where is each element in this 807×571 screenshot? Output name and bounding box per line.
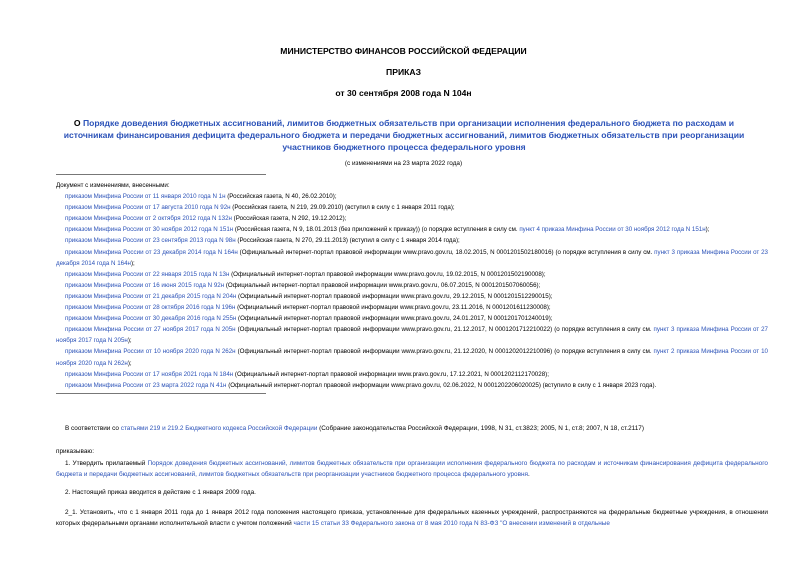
amendment-clause-link[interactable]: пункт 2 приказа Минфина России от 10 ноября 2020 года N 262н [56,348,768,367]
amendments-top-divider [56,174,266,175]
amendment-details-end: ); [130,259,135,267]
amendment-order-link[interactable]: приказом Минфина России от 17 августа 2010 года N 92н [65,204,231,212]
amendment-details: (Официальный интернет-портал правовой информации www.pravo.gov.ru, 21.12.2017, N 0001201712210022) (о порядке вступления в силу см. [235,326,654,334]
amendment-item [56,213,768,224]
date-number-heading: от 30 сентября 2008 года N 104н [335,88,472,98]
clause-1-prefix: 1. Утвердить прилагаемый [65,460,148,467]
amendment-details-end: ); [127,337,132,345]
amendment-details: (Российская газета, N 219, 29.09.2010) (вступил в силу с 1 января 2011 года); [230,204,455,212]
amendment-details: (Официальный интернет-портал правовой информации www.pravo.gov.ru, 24.01.2017, N 0001201701240019); [236,315,553,323]
amendments-intro: Документ с изменениями, внесенными: [56,182,170,189]
amendment-order-link[interactable]: приказом Минфина России от 23 сентября 2013 года N 98н [65,237,236,245]
federal-law-link[interactable]: части 15 статьи 33 Федерального закона от 8 мая 2010 года N 83-ФЗ "О внесении изменений в отдельные [293,519,610,527]
amendment-item [56,369,768,380]
amendments-block [56,180,768,391]
amendment-details: (Официальный интернет-портал правовой информации www.pravo.gov.ru, 17.12.2021, N 0001202112170028); [233,370,549,378]
amendment-details: (Официальный интернет-портал правовой информации www.pravo.gov.ru, 06.07.2015, N 0001201507060056); [224,281,541,289]
clause-1 [56,459,768,480]
amendment-order-link[interactable]: приказом Минфина России от 28 октября 2016 года N 196н [65,304,236,312]
amendment-item [56,224,768,235]
amendment-details: (Российская газета, N 292, 19.12.2012); [231,215,347,223]
amendment-item [56,380,768,391]
edition-note: (с изменениями на 23 марта 2022 года) [344,160,463,167]
amendment-item [56,291,768,302]
amendment-order-link[interactable]: приказом Минфина России от 30 декабря 2016 года N 255н [65,315,237,323]
amendment-clause-link[interactable]: пункт 3 приказа Минфина России от 27 ноября 2017 года N 205н [56,326,768,345]
amendment-item [56,302,768,313]
amendment-item [56,247,768,269]
clause-2-1 [56,508,768,529]
amendment-details: (Официальный интернет-портал правовой информации www.pravo.gov.ru, 29.12.2015, N 0001201512290015); [236,292,553,300]
amendment-details: (Официальный интернет-портал правовой информации www.pravo.gov.ru, 23.11.2016, N 0001201611230008); [235,304,551,312]
preamble-prefix: В соответствии со [65,425,121,432]
amendment-details: (Официальный интернет-портал правовой информации www.pravo.gov.ru, 02.06.2022, N 0001202206020025) (вступило в силу с 1 января 2023 года). [226,381,657,389]
amendment-order-link[interactable]: приказом Минфина России от 2 октября 2012 года N 132н [65,215,232,223]
clause-2-1-text: 2_1. Установить, что с 1 января 2011 года до 1 января 2012 года положения настоящего приказа, установленные для федеральных казенных учреждений, распространяются на федеральные бюджетные учреждения, в отношении которых федеральными органами исполнительной власти с учетом положений [56,509,768,527]
preamble-paragraph [56,424,768,435]
amendment-details: (Официальный интернет-портал правовой информации www.pravo.gov.ru, 19.02.2015, N 0001201502190008); [229,270,546,278]
amendment-details: (Официальный интернет-портал правовой информации www.pravo.gov.ru, 18.02.2015, N 0001201502180016) (о порядке вступления в силу см. [237,248,655,256]
amendment-order-link[interactable]: приказом Минфина России от 23 декабря 2014 года N 164н [65,248,238,256]
amendment-item [56,280,768,291]
amendment-order-link[interactable]: приказом Минфина России от 11 января 2010 года N 1н [65,193,226,201]
amendment-item [56,235,768,246]
title-link[interactable]: Порядке доведения бюджетных ассигнований, лимитов бюджетных обязательств при организации исполнения федерального бюджета по расходам и источникам финансирования дефицита федерального бюджета и передачи бюджетных ассигнований, лимитов бюджетных обязательств при реорганизации участников бюджетного процесса федерального уровня [63,118,745,152]
amendment-item [56,202,768,213]
amendment-order-link[interactable]: приказом Минфина России от 23 марта 2022 года N 41н [65,381,227,389]
procedure-link[interactable]: Порядок доведения бюджетных ассигнований, лимитов бюджетных обязательств при организации исполнения федерального бюджета по расходам и источникам финансирования дефицита федерального бюджета и передачи бюджетных ассигнований, лимитов бюджетных обязательств при реорганизации участников бюджетного процесса федерального уровня [56,460,768,478]
amendment-order-link[interactable]: приказом Минфина России от 16 июня 2015 года N 92н [65,281,225,289]
amendment-order-link[interactable]: приказом Минфина России от 10 ноября 2020 года N 262н [65,348,236,356]
amendment-item [56,324,768,346]
order-word: приказываю: [56,448,94,455]
clause-2: 2. Настоящий приказ вводится в действие с 1 января 2009 года. [65,489,256,496]
budget-code-link[interactable]: статьями 219 и 219.2 Бюджетного кодекса Российской Федерации [120,425,318,432]
amendment-order-link[interactable]: приказом Минфина России от 27 ноября 2017 года N 205н [65,326,236,334]
amendment-details: (Российская газета, N 270, 29.11.2013) (вступил в силу с 1 января 2014 года); [235,237,460,245]
amendment-clause-link[interactable]: пункт 3 приказа Минфина России от 23 декабря 2014 года N 164н [56,248,768,267]
amendment-details-end: ); [705,226,710,234]
ministry-heading: МИНИСТЕРСТВО ФИНАНСОВ РОССИЙСКОЙ ФЕДЕРАЦИИ [280,46,527,56]
amendments-bottom-divider [56,393,266,394]
doc-type-heading: ПРИКАЗ [386,67,421,77]
amendment-details: (Официальный интернет-портал правовой информации www.pravo.gov.ru, 21.12.2020, N 0001202012210096) (о порядке вступления в силу см. [235,348,654,356]
amendment-order-link[interactable]: приказом Минфина России от 21 декабря 2015 года N 204н [65,292,237,300]
amendment-order-link[interactable]: приказом Минфина России от 22 января 2015 года N 13н [65,270,230,278]
amendments-list [56,191,768,391]
preamble-text: (Собрание законодательства Российской Федерации, 1998, N 31, ст.3823; 2005, N 1, ст.8; 2007, N 18, ст.2117) [317,425,644,432]
amendment-item [56,313,768,324]
amendment-details: (Российская газета, N 40, 26.02.2010); [225,193,337,201]
amendment-item [56,191,768,202]
amendment-item [56,269,768,280]
amendment-details-end: ); [127,359,132,367]
amendment-item [56,346,768,368]
amendment-clause-link[interactable]: пункт 4 приказа Минфина России от 30 ноября 2012 года N 151н [519,226,706,234]
amendment-details: (Российская газета, N 9, 18.01.2013 (без приложений к приказу)) (о порядке вступления в силу см. [233,226,520,234]
clause-1-suffix: . [527,470,530,478]
document-title [52,117,756,153]
amendment-order-link[interactable]: приказом Минфина России от 17 ноября 2021 года N 184н [65,370,234,378]
title-prefix: О [73,118,83,128]
amendment-order-link[interactable]: приказом Минфина России от 30 ноября 2012 года N 151н [65,226,234,234]
